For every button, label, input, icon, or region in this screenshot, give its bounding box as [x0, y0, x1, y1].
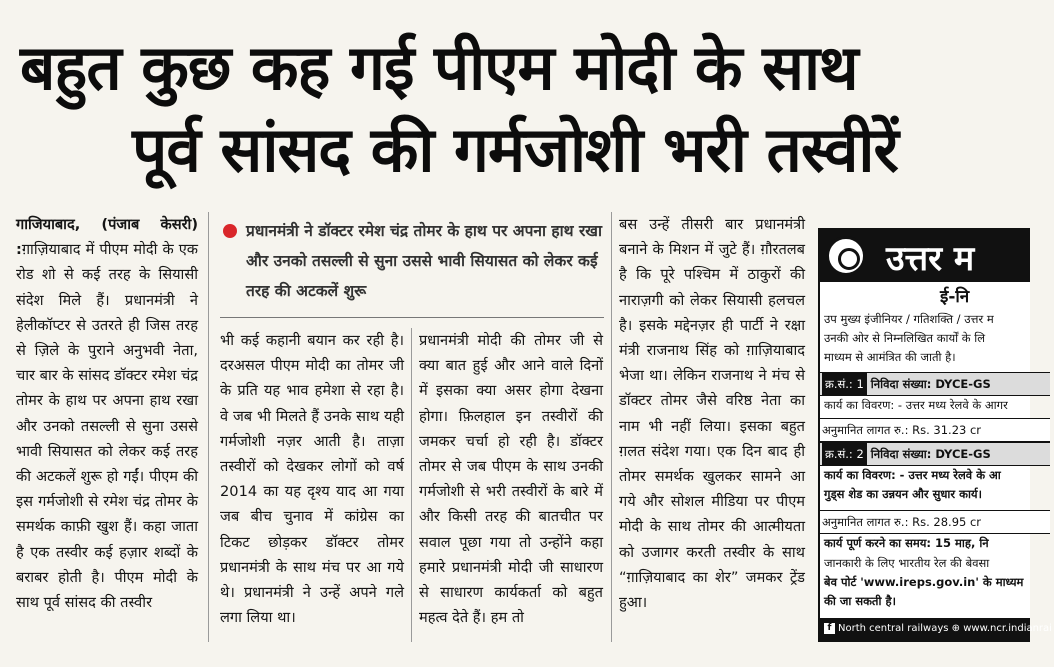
ad-item-1-header — [820, 372, 1050, 396]
item-description: कार्य का विवरण: - उत्तर मध्य रेलवे के आगर — [824, 398, 1008, 412]
tender-number: निविदा संख्या: DYCE-GS — [870, 377, 991, 391]
ad-subtitle: ई-नि — [940, 287, 970, 307]
headline-line-2: पूर्व सांसद की गर्मजोशी भरी तस्वीरें — [132, 113, 898, 186]
dateline: गाजियाबाद, (पंजाब केसरी) : — [16, 216, 198, 259]
highlight-quote — [220, 212, 604, 318]
quote-divider — [220, 317, 604, 318]
ad-intro-line: उनकी ओर से निम्नलिखित कार्यों के लि — [824, 331, 986, 345]
completion-time: कार्य पूर्ण करने का समय: 15 माह, नि — [824, 536, 989, 550]
ad-footer-text: North central railways ⊕ www.ncr.indianrai — [838, 623, 1052, 634]
item-cost: अनुमानित लागत रु.: Rs. 28.95 cr — [820, 510, 1050, 534]
article-column-1 — [16, 212, 198, 642]
ad-footer — [820, 618, 1052, 640]
item-cost: अनुमानित लागत रु.: Rs. 31.23 cr — [820, 418, 1050, 442]
highlight-text: प्रधानमंत्री ने डॉक्टर रमेश चंद्र तोमर के हाथ पर अपना हाथ रखा और उनको तसल्ली से सुना उससे भावी सियासत को लेकर कई तरह की अटकलें शुरू — [246, 222, 602, 300]
column-divider — [611, 212, 612, 642]
column-divider — [411, 328, 412, 642]
railway-logo-icon — [826, 236, 866, 276]
item-number: क्र.सं.: 2 — [822, 443, 867, 465]
red-bullet-icon — [223, 224, 237, 238]
tender-number: निविदा संख्या: DYCE-GS — [870, 447, 991, 461]
ad-intro-line: उप मुख्य इंजीनियर / गतिशक्ति / उत्तर म — [824, 312, 994, 326]
ad-intro-line: माध्यम से आमंत्रित की जाती है। — [824, 350, 956, 364]
ad-title: उत्तर म — [886, 239, 975, 279]
ad-item-2-header — [820, 442, 1050, 466]
column-divider — [208, 212, 209, 642]
article-column-4: बस उन्हें तीसरी बार प्रधानमंत्री बनाने के मिशन में जुटे हैं। ग़ौरतलब है कि पूरे पश्चिम में ठाकुरों की नाराज़गी को लेकर सियासी हलचल है। इसके मद्देनज़र ही पार्टी ने रक्षा मंत्री राजनाथ सिंह को ग़ाज़ियाबाद भेजा था। लेकिन राजनाथ ने मंच से डॉक्टर तोमर जैसे वरिष्ठ नेता का नाम भी नहीं लिया। इसका बहुत ग़लत संदेश गया। एक दिन बाद ही तोमर समर्थक खुलकर सामने आ गये और सोशल मीडिया पर पीएम मोदी के साथ तोमर की आत्मीयता को उजागर करती तस्वीर के साथ “ग़ाज़ियाबाद का शेर” जमकर ट्रेंड हुआ। — [619, 216, 805, 612]
ad-header — [820, 230, 1030, 282]
item-description: गुड्स शेड का उन्नयन और सुधार कार्य। — [824, 487, 982, 501]
info-line: की जा सकती है। — [824, 594, 896, 608]
headline-line-1: बहुत कुछ कह गई पीएम मोदी के साथ — [20, 31, 858, 104]
info-line: बेव पोर्ट 'www.ireps.gov.in' के माध्यम — [824, 575, 1024, 589]
item-number: क्र.सं.: 1 — [822, 373, 867, 395]
column-1-text: ग़ाज़ियाबाद में पीएम मोदी के एक रोड शो से कई तरह के सियासी संदेश मिले हैं। प्रधानमंत्री ने हेलीकॉप्टर से उतरते ही जिस तरह से ज़िले के पुराने अनुभवी नेता, चार बार के सांसद डॉक्टर रमेश चंद्र तोमर के हाथ पर अपना हाथ रखा और उनको तसल्ली से सुना उससे भावी सियासत को लेकर कई तरह की अटकलें शुरू हो गईं। पीएम की इस गर्मजोशी से रमेश चंद्र तोमर के समर्थक काफ़ी खुश हैं। कहा जाता है एक तस्वीर कई हज़ार शब्दों के बराबर होती है। पीएम मोदी के साथ पूर्व सांसद की तस्वीर — [16, 241, 198, 612]
facebook-icon: f — [824, 623, 835, 634]
headline — [0, 0, 1030, 205]
item-description: कार्य का विवरण: - उत्तर मध्य रेलवे के आ — [824, 468, 1001, 482]
info-line: जानकारी के लिए भारतीय रेल की बेवसा — [824, 556, 990, 570]
article-column-2: भी कई कहानी बयान कर रही है। दरअसल पीएम मोदी का तोमर जी के प्रति यह भाव हमेशा से रहा है। वे जब भी मिलते हैं उनके साथ यही गर्मजोशी नज़र आती है। ताज़ा तस्वीरों को देखकर लोगों को वर्ष 2014 का यह दृश्य याद आ गया जब बीच चुनाव में कांग्रेस का टिकट छोड़कर डॉक्टर तोमर प्रधानमंत्री के साथ मंच पर आ गये थे। प्रधानमंत्री ने उन्हें अपने गले लगा लिया था। — [220, 332, 404, 627]
ad-intro — [824, 310, 1054, 367]
tender-advertisement — [818, 228, 1052, 642]
article-column-3: प्रधानमंत्री मोदी की तोमर जी से क्या बात हुई और आने वाले दिनों में इसका क्या असर होगा देखना होगा। फ़िलहाल इन तस्वीरों की जमकर चर्चा हो रही है। डॉक्टर तोमर से जब पीएम के साथ उनकी गर्मजोशी से भरी तस्वीरों के बारे में और किसी तरह की बातचीत पर सवाल पूछा गया तो उन्होंने कहा हमारे प्रधानमंत्री मोदी जी साधारण से साधारण कार्यकर्ता को बहुत महत्व देते हैं। हम तो — [419, 332, 603, 627]
